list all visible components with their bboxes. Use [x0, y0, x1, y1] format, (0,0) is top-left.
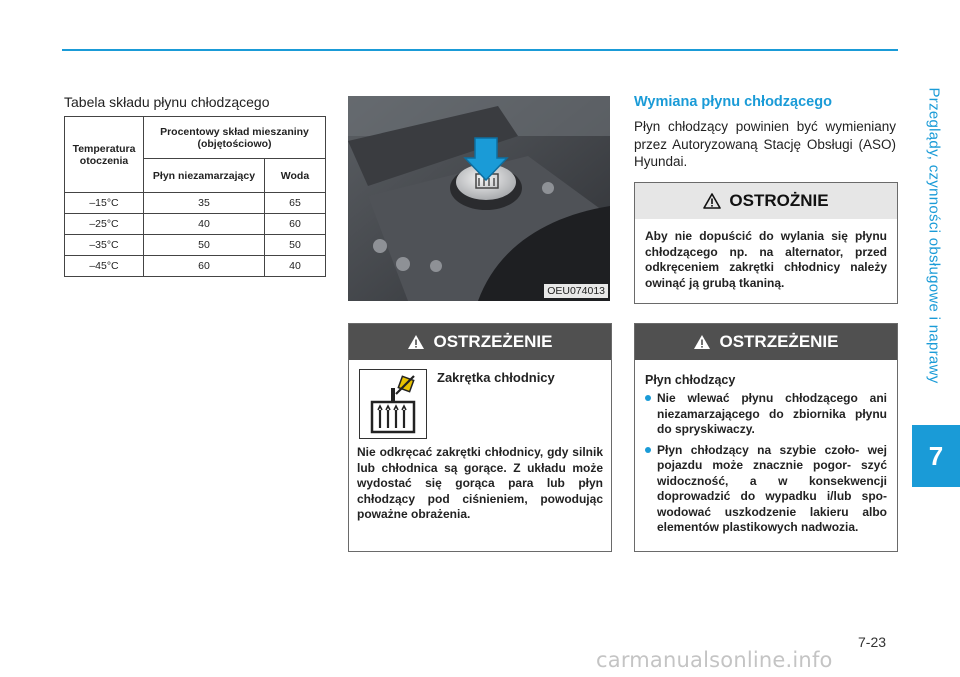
radiator-cap-illustration — [348, 96, 610, 301]
chapter-tab: 7 — [912, 425, 960, 487]
cell-antifreeze: 40 — [144, 214, 265, 235]
col-antifreeze: Płyn niezamarzający — [144, 159, 265, 193]
list-item-text: Płyn chłodzący na szybie czoło- wej pojazdu może znacznie pogor- szyć widoczność, a w konsekwencji doprowadzić do wypadku i/lub spo- wodować uszkodzenie lakieru albo elementów plastikowych nadwozia. — [657, 442, 887, 534]
top-rule — [62, 49, 898, 51]
warning-triangle-icon — [407, 334, 425, 350]
section-body: Płyn chłodzący powinien być wymieniany przez Autoryzowaną Stację Obsługi (ASO) Hyundai. — [634, 119, 896, 169]
warning-triangle-icon — [693, 334, 711, 350]
list-item — [645, 391, 887, 438]
section-title: Wymiana płynu chłodzącego — [634, 94, 832, 110]
warning-box-coolant — [634, 323, 898, 552]
hot-radiator-cap-icon — [359, 369, 427, 439]
cell-antifreeze: 50 — [144, 235, 265, 256]
list-item — [645, 443, 887, 536]
warning-triangle-icon — [703, 193, 721, 209]
cell-water: 60 — [265, 214, 326, 235]
watermark: carmanualsonline.info — [596, 648, 833, 672]
caution-header — [635, 183, 897, 219]
warning-header — [635, 324, 897, 360]
cell-temp: –45°C — [65, 256, 144, 277]
col-water: Woda — [265, 159, 326, 193]
cell-water: 50 — [265, 235, 326, 256]
list-item-text: Nie wlewać płynu chłodzącego ani niezamarzającego do zbiornika płynu do spryskiwaczy. — [657, 391, 887, 436]
caution-text: Aby nie dopuścić do wylania się płynu chłodzącego np. na alternator, przed odkręceniem zakrętki chłodnicy należy owinąć ją grubą tkaniną. — [645, 229, 887, 290]
cell-water: 65 — [265, 193, 326, 214]
cell-temp: –35°C — [65, 235, 144, 256]
table-title: Tabela składu płynu chłodzącego — [64, 94, 270, 110]
warning-subheading: Zakrętka chłodnicy — [437, 370, 555, 385]
engine-photo — [348, 96, 610, 301]
warning-text: Nie odkręcać zakrętki chłodnicy, gdy silnik lub chłodnica są gorące. Z układu może wydostać się gorąca para lub płyn chłodzący pod ciśnieniem, powodując poważne obrażenia. — [357, 445, 603, 521]
bullet-icon — [645, 447, 651, 453]
page-number: 7-23 — [858, 634, 887, 650]
bullet-icon — [645, 395, 651, 401]
col-temperature: Temperatura otoczenia — [65, 117, 144, 193]
cell-temp: –25°C — [65, 214, 144, 235]
caution-box — [634, 182, 898, 304]
cell-water: 40 — [265, 256, 326, 277]
table-row — [65, 214, 326, 235]
cell-antifreeze: 60 — [144, 256, 265, 277]
cell-temp: –15°C — [65, 193, 144, 214]
table-row — [65, 235, 326, 256]
side-title-text: Przeglądy, czynności obsługowe i naprawy — [925, 86, 943, 384]
table-row — [65, 193, 326, 214]
warning-heading: OSTRZEŻENIE — [433, 332, 553, 351]
warning-subheading: Płyn chłodzący — [645, 373, 736, 387]
col-mix: Procentowy skład mieszaniny (objętościowo) — [144, 117, 326, 159]
table-row — [65, 256, 326, 277]
photo-code: OEU074013 — [544, 284, 608, 298]
warning-list — [635, 391, 897, 536]
warning-header — [349, 324, 611, 360]
cell-antifreeze: 35 — [144, 193, 265, 214]
warning-box-radiator-cap — [348, 323, 612, 552]
coolant-table — [64, 116, 326, 277]
warning-heading: OSTRZEŻENIE — [719, 332, 839, 351]
side-title — [918, 50, 950, 420]
caution-heading: OSTROŻNIE — [729, 191, 829, 210]
